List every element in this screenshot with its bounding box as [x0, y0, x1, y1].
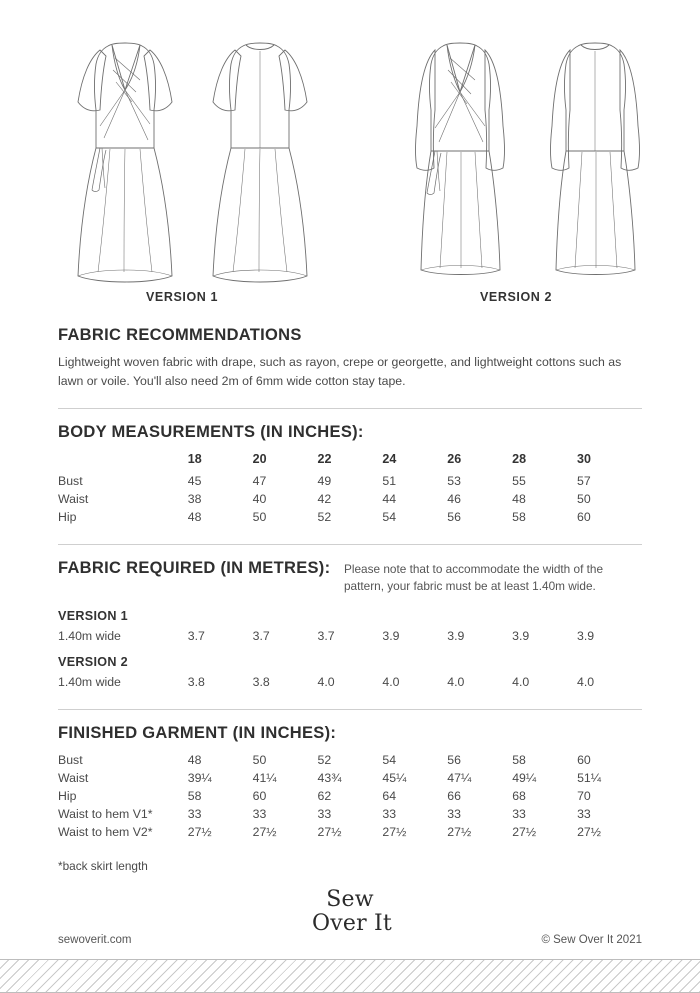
row-label: Waist to hem V2*: [58, 825, 153, 840]
table-row: [58, 472, 642, 490]
cell: 47: [252, 474, 267, 489]
table-header-row: [58, 450, 642, 472]
version2-back-illustration: [540, 18, 650, 283]
cell: 4.0: [512, 675, 530, 690]
cell: 49¼: [512, 771, 537, 786]
cell: 52: [317, 753, 332, 768]
version1-front-illustration: [70, 18, 180, 283]
fabric-recommendations-title: FABRIC RECOMMENDATIONS: [58, 326, 302, 344]
version2-front-illustration: [405, 18, 515, 283]
row-label: Hip: [58, 510, 77, 525]
version1-label: VERSION 1: [145, 290, 219, 304]
size-header: 22: [317, 452, 332, 467]
cell: 54: [382, 510, 397, 525]
fabric-required-title: FABRIC REQUIRED (IN METRES):: [58, 559, 331, 578]
cell: 57: [577, 474, 591, 489]
fabric-required-section: [58, 559, 642, 691]
divider: [58, 544, 642, 545]
cell: 50: [577, 492, 591, 507]
table-row: [58, 508, 642, 526]
cell: 4.0: [577, 675, 595, 690]
cell: 60: [577, 510, 591, 525]
cell: 43¾: [317, 771, 342, 786]
cell: 48: [187, 753, 202, 768]
cell: 33: [382, 807, 397, 822]
size-header: 30: [577, 452, 591, 467]
cell: 27½: [317, 825, 342, 840]
fabric-recommendations-text: Lightweight woven fabric with drape, such as rayon, crepe or georgette, and lightweight cottons such as lawn or voile. You'll also need 2m of 6mm wide cotton stay tape.: [58, 355, 622, 388]
fabric-required-version2-table: [58, 673, 642, 691]
cell: 48: [187, 510, 202, 525]
cell: 3.9: [577, 629, 595, 644]
body-measurements-title: BODY MEASUREMENTS (IN INCHES):: [58, 423, 364, 442]
version1-back-illustration: [205, 18, 315, 283]
cell: 4.0: [382, 675, 400, 690]
cell: 3.9: [512, 629, 530, 644]
cell: 46: [447, 492, 461, 507]
cell: 41¼: [252, 771, 277, 786]
fabric-required-version1-heading: VERSION 1: [58, 609, 128, 624]
cell: 38: [187, 492, 202, 507]
cell: 60: [252, 789, 267, 804]
cell: 56: [447, 753, 461, 768]
finished-garment-table: [58, 751, 642, 841]
cell: 45¼: [382, 771, 407, 786]
cell: 51¼: [577, 771, 602, 786]
cell: 58: [512, 753, 526, 768]
row-label: Hip: [58, 789, 77, 804]
size-row-label: [58, 450, 188, 472]
cell: 33: [447, 807, 461, 822]
table-row: [58, 787, 642, 805]
cell: 45: [187, 474, 202, 489]
cell: 33: [317, 807, 332, 822]
cell: 48: [512, 492, 526, 507]
cell: 4.0: [317, 675, 335, 690]
cell: 27½: [577, 825, 602, 840]
cell: 44: [382, 492, 397, 507]
cell: 55: [512, 474, 526, 489]
pattern-details: [58, 326, 642, 873]
table-row: [58, 769, 642, 787]
table-row: [58, 627, 642, 645]
cell: 33: [512, 807, 526, 822]
fabric-required-version1-table: [58, 627, 642, 645]
row-label: Waist to hem V1*: [58, 807, 153, 822]
footer-copyright: © Sew Over It 2021: [541, 934, 642, 946]
finished-garment-section: [58, 724, 642, 873]
row-label: 1.40m wide: [58, 675, 121, 690]
cell: 60: [577, 753, 591, 768]
cell: 64: [382, 789, 397, 804]
cell: 3.7: [187, 629, 205, 644]
technical-drawings: [0, 18, 700, 308]
hatched-border-strip: [0, 959, 700, 993]
cell: 3.7: [317, 629, 335, 644]
cell: 47¼: [447, 771, 472, 786]
cell: 56: [447, 510, 461, 525]
cell: 27½: [512, 825, 537, 840]
size-header: 26: [447, 452, 462, 467]
fabric-recommendations-section: [58, 326, 642, 390]
table-row: [58, 805, 642, 823]
finished-garment-title: FINISHED GARMENT (IN INCHES):: [58, 724, 337, 743]
cell: 52: [317, 510, 332, 525]
size-header: 20: [252, 452, 267, 467]
cell: 4.0: [447, 675, 465, 690]
footer-website[interactable]: sewoverit.com: [58, 934, 132, 946]
logo-line-2: Over It: [312, 910, 392, 936]
row-label: Waist: [58, 771, 89, 786]
cell: 27½: [187, 825, 212, 840]
cell: 51: [382, 474, 397, 489]
body-measurements-table: [58, 450, 642, 526]
cell: 3.7: [252, 629, 270, 644]
size-header: 18: [187, 452, 202, 467]
logo-line-1: Sew: [326, 887, 374, 912]
cell: 27½: [447, 825, 472, 840]
version2-label: VERSION 2: [479, 290, 553, 304]
cell: 66: [447, 789, 461, 804]
cell: 27½: [382, 825, 407, 840]
cell: 39¼: [187, 771, 212, 786]
cell: 33: [577, 807, 591, 822]
cell: 58: [512, 510, 526, 525]
cell: 68: [512, 789, 526, 804]
fabric-required-note: Please note that to accommodate the width of the pattern, your fabric must be at least 1.40m wide.: [344, 562, 604, 594]
finished-garment-footnote: *back skirt length: [58, 859, 148, 874]
divider: [58, 709, 642, 710]
cell: 3.8: [252, 675, 270, 690]
cell: 70: [577, 789, 591, 804]
cell: 40: [252, 492, 267, 507]
cell: 3.9: [382, 629, 400, 644]
row-label: 1.40m wide: [58, 629, 121, 644]
cell: 3.9: [447, 629, 465, 644]
fabric-required-version2-heading: VERSION 2: [58, 655, 128, 670]
divider: [58, 408, 642, 409]
table-row: [58, 823, 642, 841]
cell: 50: [252, 753, 267, 768]
body-measurements-section: [58, 423, 642, 526]
brand-logo: [0, 888, 700, 935]
size-header: 24: [382, 452, 397, 467]
row-label: Bust: [58, 753, 83, 768]
cell: 33: [252, 807, 267, 822]
cell: 42: [317, 492, 332, 507]
table-row: [58, 490, 642, 508]
table-row: [58, 673, 642, 691]
cell: 53: [447, 474, 461, 489]
cell: 54: [382, 753, 397, 768]
table-row: [58, 751, 642, 769]
row-label: Waist: [58, 492, 89, 507]
cell: 62: [317, 789, 332, 804]
cell: 50: [252, 510, 267, 525]
row-label: Bust: [58, 474, 83, 489]
cell: 58: [187, 789, 202, 804]
size-header: 28: [512, 452, 527, 467]
cell: 3.8: [187, 675, 205, 690]
cell: 49: [317, 474, 332, 489]
cell: 27½: [252, 825, 277, 840]
cell: 33: [187, 807, 202, 822]
